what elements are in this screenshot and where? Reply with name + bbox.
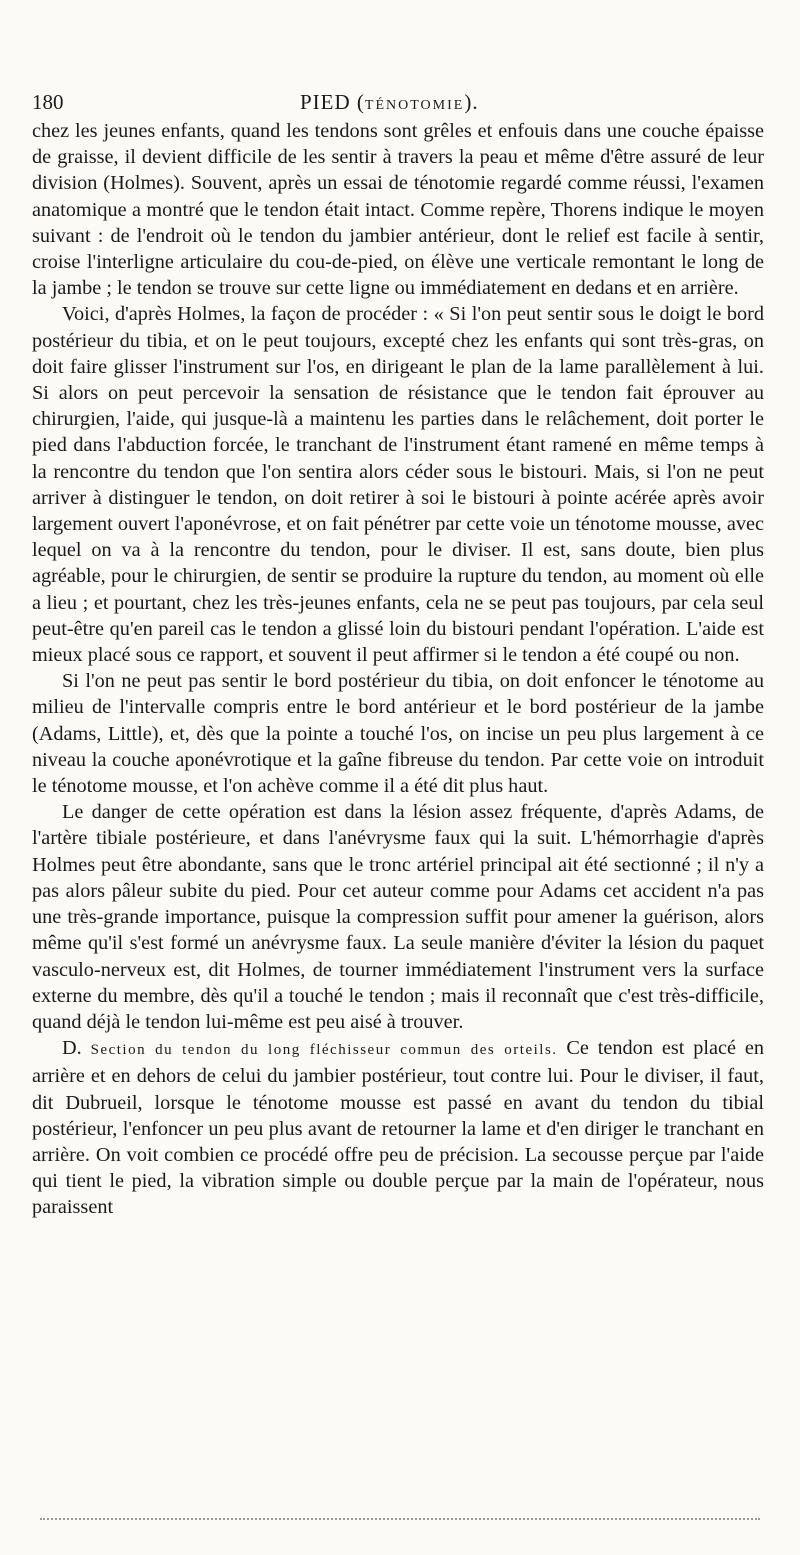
page-number: 180	[32, 90, 64, 114]
running-subtitle: TÉNOTOMIE	[364, 98, 465, 113]
paragraph: Le danger de cette opération est dans la lésion assez fréquente, d'après Adams, de l'artère tibiale postérieure, et dans l'anévrysme faux qui la suit. L'hémorrhagie d'après Holmes peut être abondante, sans que le tronc artériel principal ait été sectionné ; il n'y a pas alors pâleur subite du pied. Pour cet auteur comme pour Adams cet accident n'a pas une très-grande importance, puisque la compression suffit pour amener la guérison, alors même qu'il s'est formé un anévrysme faux. La seule manière d'éviter la lésion du paquet vasculo-nerveux est, dit Holmes, de tourner immédiatement l'instrument vers la surface externe du membre, dès qu'il a touché le tendon ; mais il reconnaît que c'est très-difficile, quand déjà le tendon lui-même est peu aisé à trouver.	[32, 801, 764, 1033]
running-close: ).	[464, 90, 479, 114]
section-heading: Section du tendon du long fléchisseur commun des orteils.	[90, 1042, 558, 1059]
section-d-paragraph	[32, 1035, 764, 1220]
running-title: PIED (	[300, 90, 365, 114]
section-body: Ce tendon est placé en arrière et en dehors de celui du jambier postérieur, tout contre lui. Pour le diviser, il faut, dit Dubrueil, lorsque le ténotome mousse est passé en avant du tendon du tibial postérieur, l'enfoncer un peu plus avant de retourner la lame et d'en diriger le tranchant en arrière. On voit combien ce procédé offre peu de précision. La secousse perçue par l'aide qui tient le pied, la vibration simple ou double perçue par la main de l'opérateur, nous paraissent	[32, 1037, 764, 1219]
body-text	[32, 118, 764, 1221]
running-head	[300, 90, 479, 115]
paragraph: Si l'on ne peut pas sentir le bord postérieur du tibia, on doit enfoncer le ténotome au milieu de l'intervalle compris entre le bord antérieur et le bord postérieur de la jambe (Adams, Little), et, dès que la pointe a touché l'os, on incise un peu plus largement à ce niveau la couche aponévrotique et la gaîne fibreuse du tendon. Par cette voie on introduit le ténotome mousse, et l'on achève comme il a été dit plus haut.	[32, 670, 764, 798]
bottom-dotted-rule	[40, 1518, 760, 1520]
paragraph: Voici, d'après Holmes, la façon de procéder : « Si l'on peut sentir sous le doigt le bord postérieur du tibia, et on le peut toujours, excepté chez les enfants qui sont très-gras, on doit faire glisser l'instrument sur l'os, en dirigeant le plan de la lame parallèlement à lui. Si alors on peut percevoir la sensation de résistance que le tendon fait éprouver au chirurgien, l'aide, qui jusque-là a maintenu les parties dans le relâchement, doit porter le pied dans l'abduction forcée, le tranchant de l'instrument étant ramené en même temps à la rencontre du tendon que l'on sentira alors céder sous le bistouri. Mais, si l'on ne peut arriver à distinguer le tendon, on doit retirer à soi le bistouri à pointe acérée après avoir largement ouvert l'aponévrose, et on fait pénétrer par cette voie un ténotome mousse, avec lequel on va à la rencontre du tendon, pour le diviser. Il est, sans doute, bien plus agréable, pour le chirurgien, de sentir se produire la rupture du tendon, au moment où elle a lieu ; et pourtant, chez les très-jeunes enfants, cela ne se peut pas toujours, par cela seul peut-être qu'en pareil cas le tendon a glissé loin du bistouri pendant l'opération. L'aide est mieux placé sous ce rapport, et souvent il peut affirmer si le tendon a été coupé ou non.	[32, 303, 764, 667]
paragraph: chez les jeunes enfants, quand les tendons sont grêles et enfouis dans une couche épaisse de graisse, il devient difficile de les sentir à travers la peau et même d'être assuré de leur division (Holmes). Souvent, après un essai de ténotomie regardé comme réussi, l'examen anatomique a montré que le tendon était intact. Comme repère, Thorens indique le moyen suivant : de l'endroit où le tendon du jambier antérieur, dont le relief est facile à sentir, croise l'interligne articulaire du cou-de-pied, on élève une verticale remontant le long de la jambe ; le tendon se trouve sur cette ligne ou immédiatement en dedans et en arrière.	[32, 120, 764, 300]
page-header	[32, 84, 764, 118]
book-page	[32, 84, 764, 1221]
section-label: D.	[62, 1037, 82, 1060]
